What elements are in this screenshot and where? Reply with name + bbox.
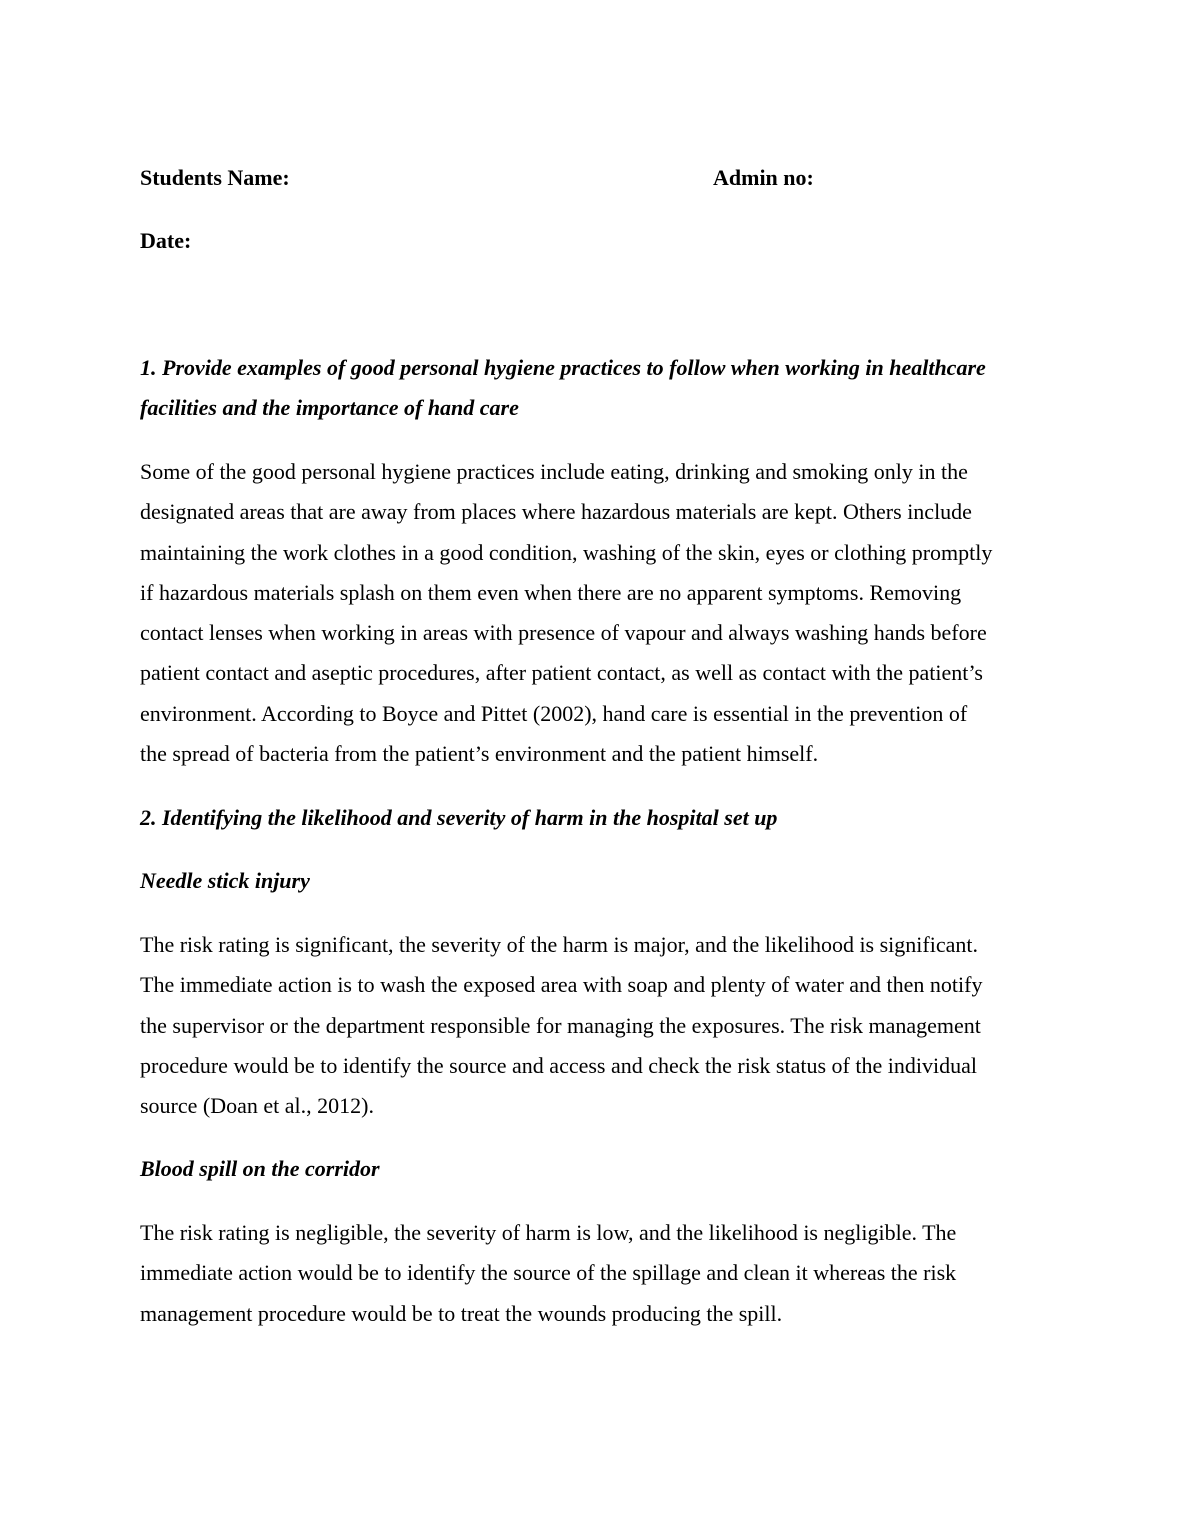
date-label: Date:	[140, 228, 192, 253]
body-line: maintaining the work clothes in a good condition, washing of the skin, eyes or clothing promptly	[140, 539, 993, 565]
section2-heading: 2. Identifying the likelihood and severity of harm in the hospital set up	[140, 805, 778, 830]
body-line: the spread of bacteria from the patient’s environment and the patient himself.	[140, 741, 819, 767]
body-line: designated areas that are away from places where hazardous materials are kept. Others include	[140, 499, 972, 525]
section1-heading	[140, 348, 1060, 429]
needle-stick-body	[140, 925, 1060, 1126]
body-line: The risk rating is significant, the severity of the harm is major, and the likelihood is significant.	[140, 932, 978, 957]
needle-stick-subheading: Needle stick injury	[140, 868, 310, 893]
section1-heading-line: facilities and the importance of hand care	[140, 395, 519, 421]
body-line: source (Doan et al., 2012).	[140, 1093, 374, 1119]
body-line: Some of the good personal hygiene practices include eating, drinking and smoking only in the	[140, 459, 968, 484]
students-name-label: Students Name:	[140, 165, 290, 190]
body-line: contact lenses when working in areas with presence of vapour and always washing hands before	[140, 620, 987, 646]
body-line: if hazardous materials splash on them even when there are no apparent symptoms. Removing	[140, 579, 962, 605]
admin-no-label: Admin no:	[713, 165, 814, 190]
body-line: management procedure would be to treat the wounds producing the spill.	[140, 1300, 783, 1326]
section1-body	[140, 452, 1060, 774]
body-line: patient contact and aseptic procedures, after patient contact, as well as contact with the patient’s	[140, 660, 983, 686]
body-line: environment. According to Boyce and Pittet (2002), hand care is essential in the prevention of	[140, 700, 968, 726]
section1-heading-line: 1. Provide examples of good personal hygiene practices to follow when working in healthcare	[140, 355, 986, 380]
blood-spill-body	[140, 1213, 1060, 1334]
body-line: the supervisor or the department responsible for managing the exposures. The risk management	[140, 1012, 981, 1038]
body-line: procedure would be to identify the source and access and check the risk status of the individual	[140, 1052, 977, 1078]
body-line: The immediate action is to wash the exposed area with soap and plenty of water and then notify	[140, 972, 983, 998]
blood-spill-subheading: Blood spill on the corridor	[140, 1156, 380, 1181]
body-line: The risk rating is negligible, the severity of harm is low, and the likelihood is negligible. The	[140, 1220, 957, 1245]
body-line: immediate action would be to identify the source of the spillage and clean it whereas the risk	[140, 1260, 957, 1286]
